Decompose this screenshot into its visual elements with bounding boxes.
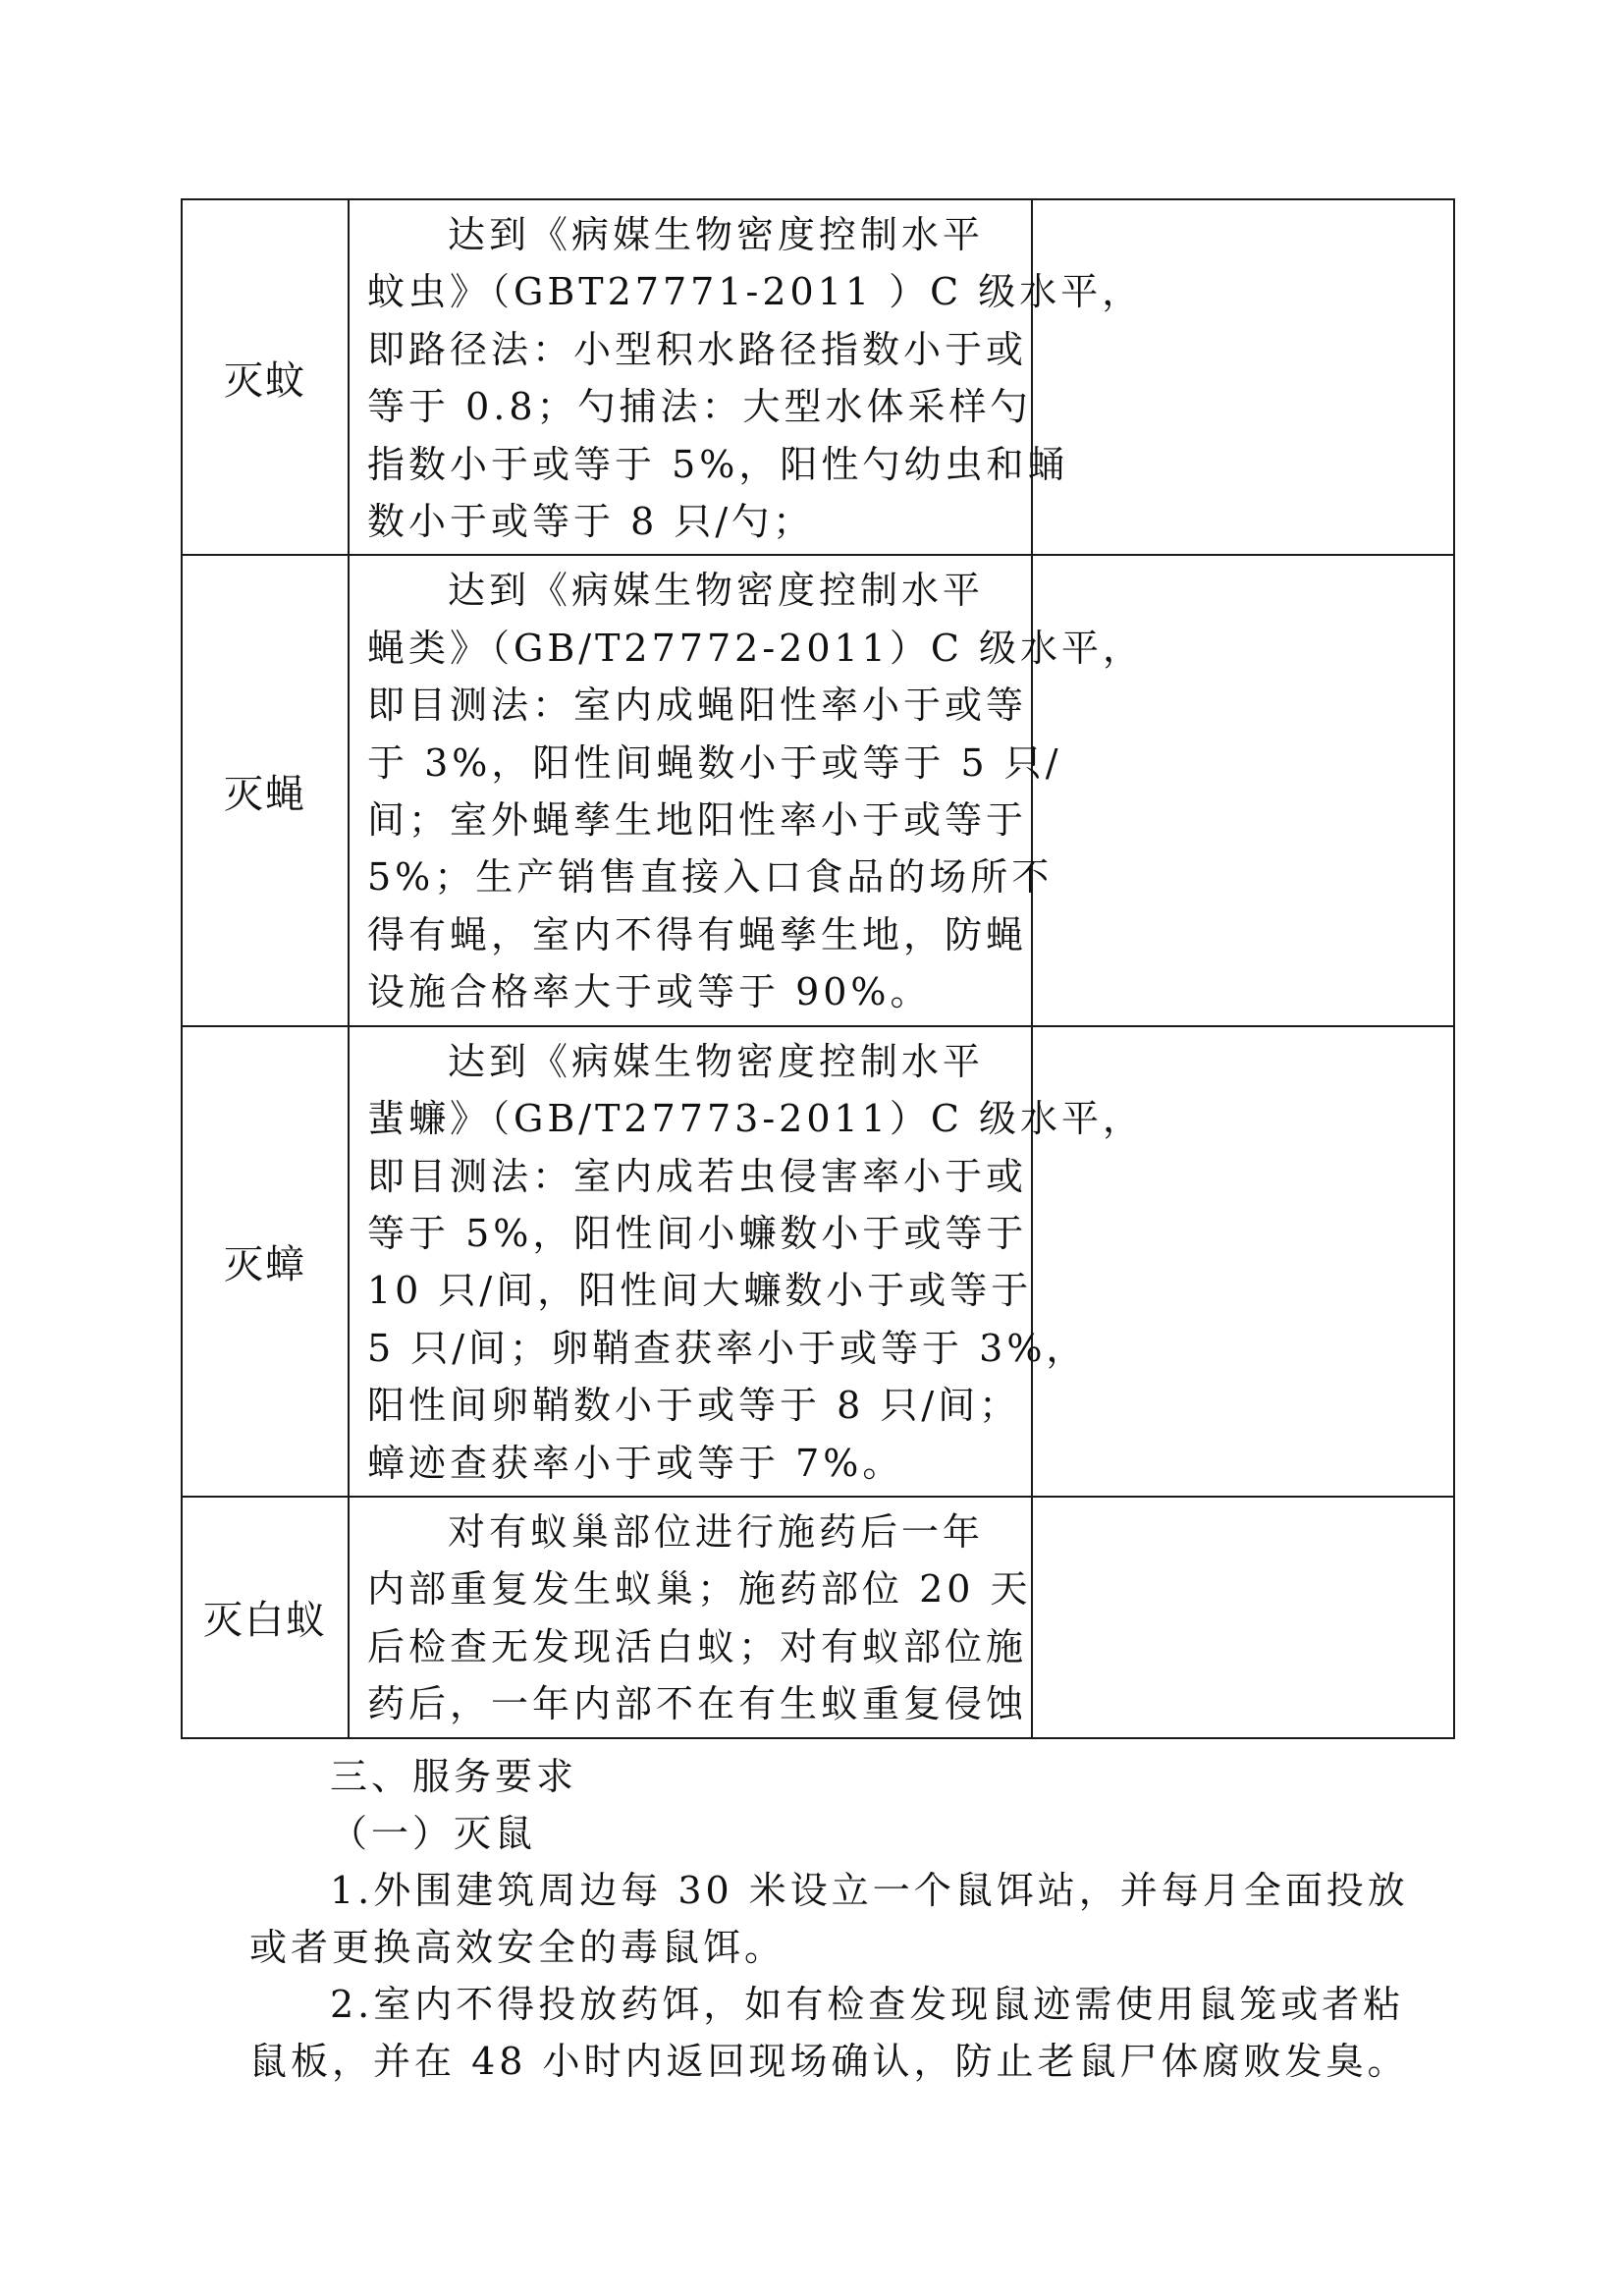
paragraph-line: 或者更换高效安全的毒鼠饵。 (249, 1926, 786, 1969)
standard-line: 得有蝇，室内不得有蝇孳生地，防蝇 (367, 912, 1028, 957)
empty-cell (1032, 1497, 1454, 1738)
standard-line: 蝇类》（GB/T27772-2011）C 级水平， (367, 626, 1145, 670)
standard-line: 10 只/间，阳性间大蠊数小于或等于 (367, 1269, 1033, 1313)
standard-line: 5 只/间；卵鞘查获率小于或等于 3%， (367, 1326, 1088, 1370)
standard-cell (349, 1026, 1145, 1497)
table-row (182, 1497, 1454, 1738)
standard-line: 药后，一年内部不在有生蚁重复侵蚀 (367, 1682, 1028, 1726)
paragraph-line: 1.外围建筑周边每 30 米设立一个鼠饵站，并每月全面投放 (330, 1869, 1409, 1912)
paragraph-line: 鼠板，并在 48 小时内返回现场确认，防止老鼠尸体腐败发臭。 (249, 2040, 1409, 2083)
standard-cell (349, 555, 1145, 1025)
standard-line: 达到《病媒生物密度控制水平 (448, 213, 985, 256)
standard-line: 内部重复发生蚁巢；施药部位 20 天 (367, 1567, 1032, 1612)
standard-line: 蜚蠊》（GB/T27773-2011）C 级水平， (367, 1097, 1145, 1141)
standard-line: 即路径法：小型积水路径指数小于或 (367, 327, 1028, 371)
standard-cell (349, 1497, 1032, 1738)
item-name-cell: 灭蟑 (182, 1026, 349, 1497)
table-row (182, 199, 1454, 555)
standard-line: 数小于或等于 8 只/勺； (367, 500, 815, 544)
standard-line: 指数小于或等于 5%，阳性勺幼虫和蛹 (367, 442, 1069, 486)
table-row (182, 1026, 1454, 1497)
standard-line: 即目测法：室内成若虫侵害率小于或 (367, 1154, 1028, 1198)
item-name-cell: 灭蚊 (182, 199, 349, 555)
section-subheading: （一）灭鼠 (330, 1812, 537, 1855)
standard-line: 蟑迹查获率小于或等于 7%。 (367, 1441, 904, 1485)
table-row (182, 555, 1454, 1025)
standard-line: 间；室外蝇孳生地阳性率小于或等于 (367, 798, 1028, 843)
standard-cell (349, 199, 1144, 555)
pest-control-standards-table (181, 198, 1455, 1739)
standard-line: 设施合格率大于或等于 90%。 (367, 970, 932, 1014)
standard-line: 等于 0.8；勺捕法：大型水体采样勺 (367, 385, 1032, 429)
section-heading: 三、服务要求 (330, 1755, 578, 1798)
standard-line: 即目测法：室内成蝇阳性率小于或等 (367, 683, 1028, 728)
standard-line: 达到《病媒生物密度控制水平 (448, 1039, 985, 1083)
standard-line: 阳性间卵鞘数小于或等于 8 只/间； (367, 1384, 1021, 1428)
standard-line: 达到《病媒生物密度控制水平 (448, 569, 985, 613)
standard-line: 后检查无发现活白蚁；对有蚁部位施 (367, 1624, 1028, 1668)
empty-cell (1032, 199, 1454, 555)
item-name-cell: 灭白蚁 (182, 1497, 349, 1738)
standard-line: 对有蚁巢部位进行施药后一年 (448, 1509, 985, 1554)
standard-line: 等于 5%，阳性间小蠊数小于或等于 (367, 1211, 1028, 1255)
standard-line: 5%；生产销售直接入口食品的场所不 (367, 855, 1054, 900)
paragraph-line: 2.室内不得投放药饵，如有检查发现鼠迹需使用鼠笼或者粘 (330, 1983, 1405, 2026)
standard-line: 于 3%，阳性间蝇数小于或等于 5 只/ (367, 740, 1062, 785)
item-name-cell: 灭蝇 (182, 555, 349, 1025)
standard-line: 蚊虫》（GBT27771-2011 ）C 级水平， (367, 270, 1144, 314)
